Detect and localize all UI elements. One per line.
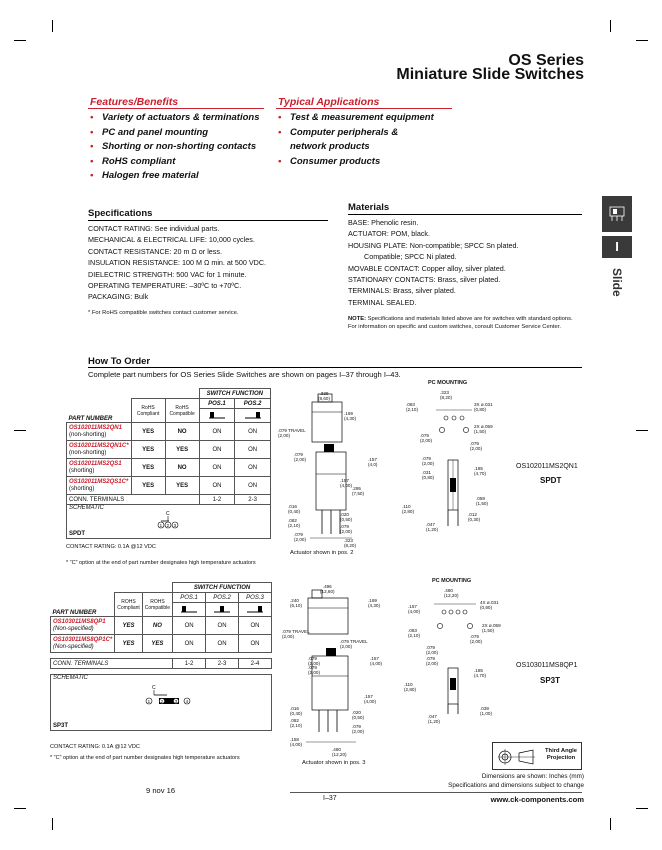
svg-text:C: C bbox=[152, 685, 156, 691]
dim-label: .079 (2,00) bbox=[340, 524, 353, 534]
crop-mark bbox=[14, 40, 26, 41]
dim-label: .059 (1,50) bbox=[476, 496, 489, 506]
part-number-header: PART NUMBER bbox=[51, 593, 115, 617]
svg-text:1: 1 bbox=[159, 522, 163, 528]
dim-label: .185 (4,70) bbox=[474, 668, 487, 678]
dim-label: .079 (2,00) bbox=[294, 452, 307, 462]
pos2-header: POS.2 bbox=[235, 399, 271, 409]
note-text: Specifications and materials listed above are for switches with standard options. bbox=[367, 316, 573, 322]
svg-text:1: 1 bbox=[147, 698, 151, 704]
dim-label: .079 (2,00) bbox=[420, 433, 433, 443]
projection-box bbox=[492, 742, 582, 770]
dim-label: .082 (2,10) bbox=[290, 718, 303, 728]
divider bbox=[88, 367, 582, 368]
dim-label: .047 (1,20) bbox=[426, 522, 439, 532]
specifications-heading: Specifications bbox=[88, 208, 153, 219]
actuator-pos2-icon bbox=[235, 409, 271, 423]
spec-line: CONTACT RESISTANCE: 20 m Ω or less. bbox=[88, 246, 222, 256]
dim-label: .020 (0,50) bbox=[352, 710, 365, 720]
crop-mark bbox=[636, 808, 648, 809]
crop-mark bbox=[52, 818, 53, 830]
dim-label: .169 (4,30) bbox=[368, 598, 381, 608]
dim-label: .079 TRAVEL (2,00) bbox=[340, 639, 368, 649]
table-row: CONN. TERMINALS 1-2 2-3 2-4 bbox=[51, 659, 272, 669]
dim-label: .339 (8,60) bbox=[318, 391, 331, 401]
rohs-compliant-header: RoHS Compliant bbox=[131, 399, 165, 423]
crop-mark bbox=[14, 430, 26, 431]
spec-line: PACKAGING: Bulk bbox=[88, 292, 149, 302]
note-text: For information on specific and custom switches, consult Customer Service Center. bbox=[348, 324, 561, 330]
dim-label: .157 (4,00) bbox=[340, 478, 353, 488]
third-angle-projection-icon bbox=[497, 748, 537, 766]
website-link[interactable]: www.ck-components.com bbox=[490, 795, 584, 804]
features-list bbox=[88, 111, 278, 184]
contact-rating: CONTACT RATING: 0.1A @12 VDC bbox=[50, 744, 140, 750]
divider bbox=[348, 214, 582, 215]
dim-label: .110 (2,80) bbox=[404, 682, 417, 692]
dim-label: .110 (2,80) bbox=[402, 504, 415, 514]
dim-label: .079 (2,00) bbox=[352, 724, 365, 734]
how-to-order-heading: How To Order bbox=[88, 356, 151, 367]
svg-text:C: C bbox=[166, 511, 170, 517]
order-table-spdt bbox=[66, 388, 271, 539]
divider bbox=[88, 108, 264, 109]
page-title: Miniature Slide Switches bbox=[396, 66, 584, 83]
dim-label: .079 (2,00) bbox=[308, 665, 321, 675]
dim-label: .047 (1,20) bbox=[428, 714, 441, 724]
table-row: OS103011MS8QP1C* (Non-specified) YES YES ON ON ON bbox=[51, 635, 272, 653]
switch-function-header: SWITCH FUNCTION bbox=[173, 583, 272, 593]
svg-text:2: 2 bbox=[166, 522, 170, 528]
rohs-compliant-header: ROHS Compliant bbox=[115, 593, 143, 617]
dimension-note: Dimensions are shown: Inches (mm) Specifications and dimensions subject to change bbox=[448, 773, 584, 789]
material-line: ACTUATOR: POM, black. bbox=[348, 229, 431, 239]
dim-label: .079 (2,00) bbox=[308, 656, 321, 666]
part-number-label: OS103011MS8QP1 bbox=[516, 662, 578, 669]
switch-function-header: SWITCH FUNCTION bbox=[199, 389, 270, 399]
dim-label: .031 (0,80) bbox=[422, 470, 435, 480]
list-item: • Test & measurement equipment bbox=[276, 111, 446, 126]
crop-mark bbox=[636, 40, 648, 41]
dim-label: .323 (8,20) bbox=[344, 538, 357, 548]
option-note: * “C” option at the end of part number designates high temperature actuators bbox=[66, 560, 256, 566]
page-number: I–37 bbox=[323, 795, 337, 802]
dim-label: .079 (2,00) bbox=[426, 645, 439, 655]
dim-label: .079 TRAVEL (2,00) bbox=[278, 428, 306, 438]
svg-text:3: 3 bbox=[174, 698, 178, 704]
list-item: • RoHS compliant bbox=[88, 155, 278, 170]
actuator-pos2-icon bbox=[206, 603, 239, 617]
svg-text:2: 2 bbox=[160, 698, 164, 704]
note-label: NOTE: bbox=[348, 316, 367, 322]
side-tab-icon-box bbox=[602, 196, 632, 232]
table-row: CONN. TERMINALS 1-2 2-3 bbox=[67, 495, 271, 505]
dimension-drawing-sp3t bbox=[282, 582, 392, 758]
switch-type-label: SP3T bbox=[540, 676, 561, 685]
crop-mark bbox=[610, 20, 611, 32]
dim-label: .079 (2,00) bbox=[470, 634, 483, 644]
dim-label: .480 (12,20) bbox=[332, 747, 347, 757]
materials-list bbox=[348, 217, 588, 308]
crop-mark bbox=[14, 808, 26, 809]
dim-label: .079 (2,00) bbox=[426, 656, 439, 666]
dim-label: .083 (2,10) bbox=[408, 628, 421, 638]
dim-label: .480 (12,20) bbox=[444, 588, 459, 598]
dim-label: .079 (2,00) bbox=[294, 532, 307, 542]
spec-line: OPERATING TEMPERATURE: –30ºC to +70ºC. bbox=[88, 281, 242, 291]
svg-text:4: 4 bbox=[185, 698, 189, 704]
table-row: OS102011MS2QN1C* (non-shorting) YES YES ON ON bbox=[67, 441, 271, 459]
pos2-header: POS.2 bbox=[206, 593, 239, 603]
dim-label: 2X ø.059 (1,50) bbox=[474, 424, 493, 434]
crop-mark bbox=[610, 818, 611, 830]
side-tab-label: Slide bbox=[610, 268, 624, 297]
material-line: STATIONARY CONTACTS: Brass, silver plated. bbox=[348, 275, 501, 285]
list-item: • Halogen free material bbox=[88, 169, 278, 184]
applications-heading: Typical Applications bbox=[278, 96, 380, 108]
date-label: 9 nov 16 bbox=[146, 786, 176, 795]
features-heading: Features/Benefits bbox=[90, 96, 179, 108]
list-item: • Shorting or non-shorting contacts bbox=[88, 140, 278, 155]
divider bbox=[88, 220, 328, 221]
spec-line: MECHANICAL & ELECTRICAL LIFE: 10,000 cycles. bbox=[88, 235, 255, 245]
material-line: BASE: Phenolic resin. bbox=[348, 218, 419, 227]
dim-label: .079 (2,00) bbox=[470, 441, 483, 451]
part-number-label: OS102011MS2QN1 bbox=[516, 463, 578, 470]
dim-label: .016 (0,40) bbox=[290, 706, 303, 716]
dim-label: .039 (1,00) bbox=[480, 706, 493, 716]
dim-label: .016 (0,40) bbox=[288, 504, 301, 514]
rohs-compatible-header: RoHS Compatible bbox=[165, 399, 199, 423]
dim-label: .185 (4,70) bbox=[474, 466, 487, 476]
dim-label: .240 (6,10) bbox=[290, 598, 303, 608]
dim-label: .012 (0,30) bbox=[468, 512, 481, 522]
contact-rating: CONTACT RATING: 0.1A @12 VDC bbox=[66, 544, 156, 550]
table-row: OS102011MS2QS1 (shorting) YES NO ON ON bbox=[67, 459, 271, 477]
actuator-pos1-icon bbox=[199, 409, 235, 423]
dim-label: .157 (4,00) bbox=[364, 694, 377, 704]
spec-line: DIELECTRIC STRENGTH: 500 VAC for 1 minute. bbox=[88, 269, 247, 279]
divider bbox=[290, 792, 582, 793]
material-line: MOVABLE CONTACT: Copper alloy, silver plated. bbox=[348, 263, 506, 273]
materials-heading: Materials bbox=[348, 202, 390, 213]
dim-label: .079 TRAVEL (2,00) bbox=[282, 629, 310, 639]
dim-label: .496 (12,60) bbox=[320, 584, 335, 594]
side-tab-label-box bbox=[602, 262, 632, 312]
dim-label: .157 (4,00) bbox=[370, 656, 383, 666]
pos1-header: POS.1 bbox=[173, 593, 206, 603]
rohs-compatible-header: ROHS Compatible bbox=[142, 593, 172, 617]
applications-list bbox=[276, 111, 446, 169]
switch-type-label: SPDT bbox=[540, 476, 562, 485]
crop-mark bbox=[52, 20, 53, 32]
schematic-row: SCHEMATIC C 1 2 3 4 SP3T bbox=[51, 675, 272, 731]
projection-label: Third Angle Projection bbox=[545, 748, 577, 761]
how-to-order-text: Complete part numbers for OS Series Slide Switches are shown on pages I–37 through I–43. bbox=[88, 370, 401, 379]
dim-label: .083 (2,10) bbox=[406, 402, 419, 412]
dim-label: .082 (2,10) bbox=[288, 518, 301, 528]
dim-label: .169 (4,30) bbox=[344, 411, 357, 421]
svg-text:3: 3 bbox=[173, 522, 177, 528]
pc-mounting-heading: PC MOUNTING bbox=[428, 380, 468, 386]
list-item: • PC and panel mounting bbox=[88, 126, 278, 141]
list-item: • Computer peripherals & network products bbox=[276, 126, 416, 155]
materials-note bbox=[348, 315, 588, 331]
divider bbox=[276, 108, 452, 109]
actuator-pos1-icon bbox=[173, 603, 206, 617]
material-line: TERMINALS: Brass, silver plated. bbox=[348, 286, 456, 296]
schematic-diagram bbox=[152, 509, 192, 531]
material-line: TERMINAL SEALED. bbox=[348, 297, 417, 307]
dim-label: 2X ø.059 (1,50) bbox=[482, 623, 501, 633]
dim-label: .079 (2,00) bbox=[422, 456, 435, 466]
specifications-list bbox=[88, 223, 328, 303]
actuator-pos3-icon bbox=[239, 603, 272, 617]
drawing-caption: Actuator shown in pos. 3 bbox=[302, 760, 366, 766]
pos1-header: POS.1 bbox=[199, 399, 235, 409]
material-line: Compatible; SPCC Ni plated. bbox=[364, 252, 457, 262]
schematic-diagram bbox=[143, 683, 203, 713]
spec-line: INSULATION RESISTANCE: 100 M Ω min. at 500 VDC. bbox=[88, 258, 267, 268]
order-table-sp3t bbox=[50, 582, 272, 731]
option-note: * “C” option at the end of part number designates high temperature actuators bbox=[50, 755, 240, 761]
rohs-note: * For RoHS compatible switches contact customer service. bbox=[88, 310, 239, 316]
dim-label: .295 (7,50) bbox=[352, 486, 365, 496]
pc-mounting-heading: PC MOUNTING bbox=[432, 578, 472, 584]
pos3-header: POS.3 bbox=[239, 593, 272, 603]
crop-mark bbox=[636, 430, 648, 431]
schematic-row: SCHEMATIC C 1 2 3 SPDT bbox=[67, 505, 271, 539]
list-item: • Variety of actuators & terminations bbox=[88, 111, 278, 126]
series-title: OS Series bbox=[508, 52, 584, 69]
table-row: OS103011MS8QP1 (Non-specified) YES NO ON ON ON bbox=[51, 617, 272, 635]
dim-label: 4X ø.031 (0,80) bbox=[480, 600, 499, 610]
switch-icon bbox=[602, 196, 632, 232]
dim-label: .158 (4,00) bbox=[290, 737, 303, 747]
list-item: • Consumer products bbox=[276, 155, 446, 170]
dim-label: .157 (4,0) bbox=[368, 457, 378, 467]
dim-label: 3X ø.031 (0,80) bbox=[474, 402, 493, 412]
material-line: HOUSING PLATE: Non-compatible; SPCC Sn plated. bbox=[348, 240, 519, 250]
table-row: OS102011MS2QS1C* (shorting) YES YES ON ON bbox=[67, 477, 271, 495]
drawing-caption: Actuator shown in pos. 2 bbox=[290, 550, 354, 556]
table-row: OS102011MS2QN1 (non-shorting) YES NO ON ON bbox=[67, 423, 271, 441]
side-tab-letter: I bbox=[602, 236, 632, 258]
spec-line: CONTACT RATING: See individual parts. bbox=[88, 224, 220, 233]
part-number-header: PART NUMBER bbox=[67, 399, 132, 423]
dim-label: .020 (0,50) bbox=[340, 512, 353, 522]
dim-label: .323 (8,20) bbox=[440, 390, 453, 400]
dim-label: .157 (4,00) bbox=[408, 604, 421, 614]
